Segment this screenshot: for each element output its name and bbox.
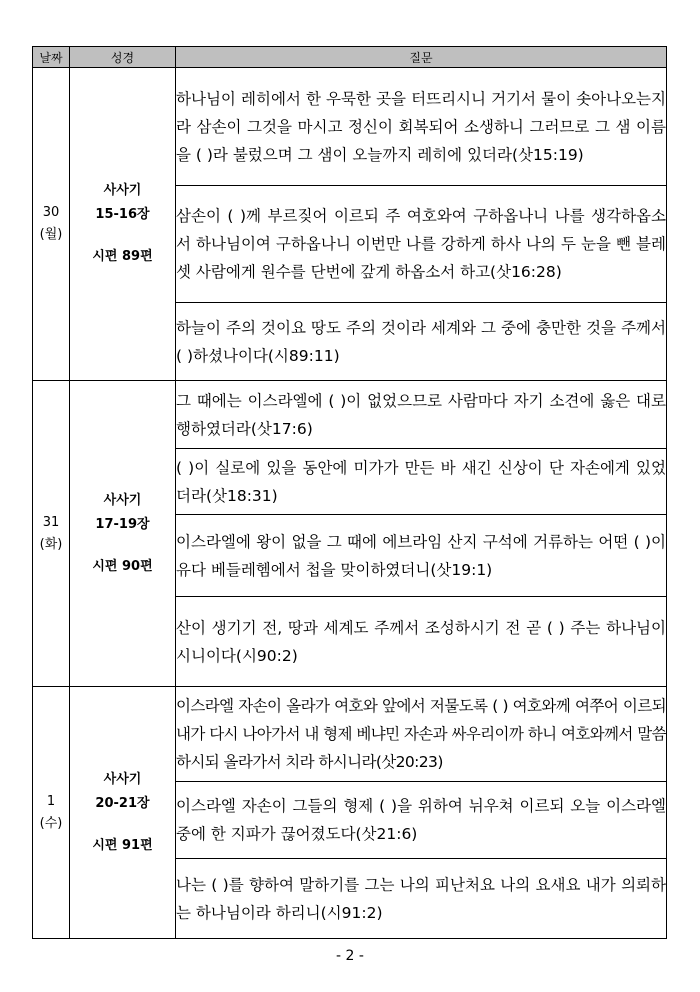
question-cell (176, 381, 667, 449)
header-day: 날짜 (33, 47, 70, 68)
day-cell (33, 687, 70, 939)
table-row (33, 687, 667, 782)
question-cell (176, 687, 667, 782)
page-number: - 2 - (336, 948, 364, 964)
weekday: (수) (39, 815, 63, 831)
question-cell (176, 782, 667, 859)
book-title: 사사기 (103, 771, 142, 787)
psalm: 시편 91편 (92, 837, 153, 853)
psalm: 시편 90편 (92, 558, 153, 574)
question-text: 이스라엘에 왕이 없을 그 때에 에브라임 산지 구석에 거류하는 어떤 ( )이 유다 베들레헴에서 첩을 맞이하였더니(삿19:1) (176, 532, 666, 579)
table-header-row (33, 47, 667, 68)
header-bible: 성경 (70, 47, 176, 68)
psalm: 시편 89편 (92, 249, 153, 264)
question-text: 산이 생기기 전, 땅과 세계도 주께서 조성하시기 전 곧 ( ) 주는 하나님이시니이다(시90:2) (176, 618, 666, 665)
table-row (33, 381, 667, 449)
question-text: 그 때에는 이스라엘에 ( )이 없었으므로 사람마다 자기 소견에 옳은 대로 행하였더라(삿17:6) (176, 391, 666, 438)
question-cell (176, 597, 667, 687)
question-text: 이스라엘 자손이 올라가 여호와 앞에서 저물도록 ( ) 여호와께 여쭈어 이르되 내가 다시 나아가서 내 형제 베냐민 자손과 싸우리이까 하니 여호와께서 말씀하시되 올라가서 치라 하시니라(삿20:23) (176, 697, 666, 771)
question-text: 하늘이 주의 것이요 땅도 주의 것이라 세계와 그 중에 충만한 것을 주께서 ( )하셨나이다(시89:11) (176, 318, 666, 365)
question-cell (176, 303, 667, 381)
table-row (33, 68, 667, 186)
bible-cell (70, 687, 176, 939)
question-cell (176, 449, 667, 515)
question-text: 이스라엘 자손이 그들의 형제 ( )을 위하여 뉘우쳐 이르되 오늘 이스라엘 중에 한 지파가 끊어졌도다(삿21:6) (176, 797, 666, 843)
question-cell (176, 68, 667, 186)
day-number: 31 (42, 514, 60, 530)
day-cell (33, 68, 70, 381)
weekday: (화) (39, 536, 63, 552)
question-cell (176, 186, 667, 303)
day-cell (33, 381, 70, 687)
bible-cell (70, 68, 176, 381)
weekday: (월) (39, 227, 63, 242)
book-chapters: 17-19장 (95, 516, 150, 532)
book-chapters: 20-21장 (95, 795, 150, 811)
question-cell (176, 859, 667, 939)
question-text: ( )이 실로에 있을 동안에 미가가 만든 바 새긴 신상이 단 자손에게 있었더라(삿18:31) (176, 458, 666, 505)
book-title: 사사기 (103, 492, 142, 508)
bible-quiz-table (32, 46, 667, 939)
day-number: 30 (42, 205, 60, 220)
header-question: 질문 (176, 47, 667, 68)
question-cell (176, 515, 667, 597)
book-chapters: 15-16장 (95, 207, 150, 222)
question-text: 하나님이 레히에서 한 우묵한 곳을 터뜨리시니 거기서 물이 솟아나오는지라 삼손이 그것을 마시고 정신이 회복되어 소생하니 그러므로 그 샘 이름을 ( )라 불렀으며 그 샘이 오늘까지 레히에 있더라(삿15:19) (176, 89, 666, 164)
bible-cell (70, 381, 176, 687)
book-title: 사사기 (103, 183, 142, 198)
day-number: 1 (46, 793, 56, 809)
question-text: 나는 ( )를 향하여 말하기를 그는 나의 피난처요 나의 요새요 내가 의뢰하는 하나님이라 하리니(시91:2) (176, 875, 666, 922)
question-text: 삼손이 ( )께 부르짖어 이르되 주 여호와여 구하옵나니 나를 생각하옵소서 하나님이여 구하옵나니 이번만 나를 강하게 하사 나의 두 눈을 뺀 블레셋 사람에게 원수를 단번에 갚게 하옵소서 하고(삿16:28) (176, 207, 666, 281)
